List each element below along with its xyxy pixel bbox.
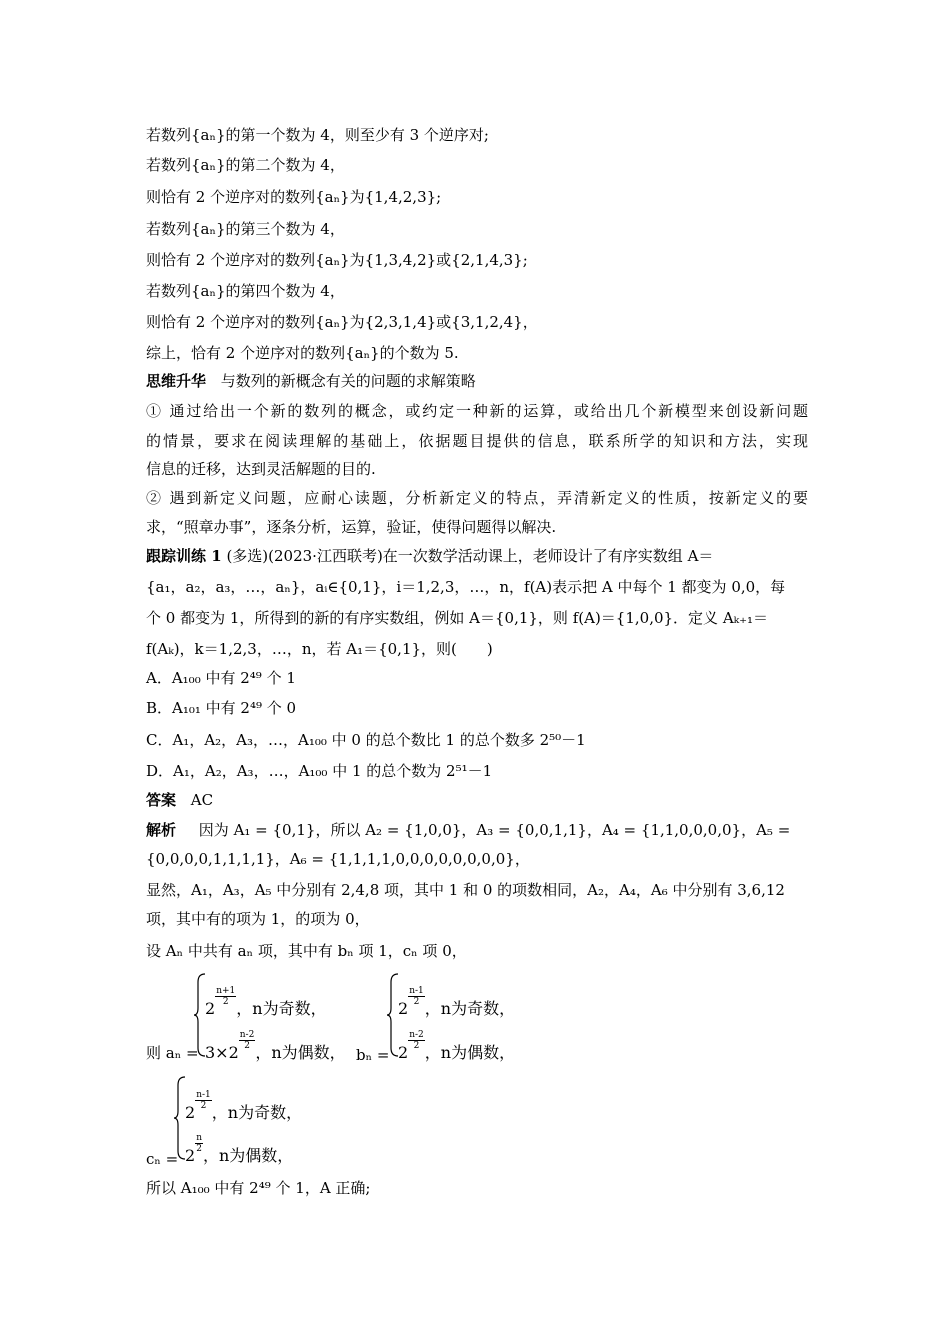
analysis-line: 项，其中有的项为 1，的项为 0， — [146, 910, 370, 928]
formula-condition: ，n为奇数， — [424, 999, 516, 1018]
exponent-fraction — [195, 1090, 212, 1111]
exponent-fraction — [239, 1030, 256, 1051]
formula-b-case2 — [398, 1030, 515, 1063]
formula-a-case2 — [205, 1030, 346, 1063]
formula-condition: ，n为偶数， — [255, 1043, 346, 1062]
text-line: 则恰有 2 个逆序对的数列{aₙ}为{1,3,4,2}或{2,1,4,3}; — [146, 251, 528, 269]
answer-label: 答案 — [146, 791, 177, 809]
analysis-line: 显然，A₁，A₃，A₅ 中分别有 2,4,8 项，其中 1 和 0 的项数相同，A₂，A₄，A₆ 中分别有 3,6,12 — [146, 881, 785, 899]
formula-base: 2 — [185, 1103, 196, 1122]
exponent-numerator: n-1 — [196, 1090, 211, 1100]
text-line: 若数列{aₙ}的第四个数为 4， — [146, 282, 345, 300]
exponent-denominator: 2 — [413, 1041, 420, 1051]
formula-base: 2 — [398, 1043, 409, 1062]
paragraph-line: ② 遇到新定义问题，应耐心读题，分析新定义的特点，弄清新定义的性质，按新定义的要 — [146, 489, 808, 507]
paragraph-line: 求，“照章办事”，逐条分析，运算，验证，使得问题得以解决. — [146, 518, 557, 536]
formula-condition: ，n为偶数， — [424, 1043, 516, 1062]
formula-c-lhs: cₙ = — [146, 1150, 179, 1168]
analysis-text: 因为 A₁ = {0,1}，所以 A₂ = {1,0,0}，A₃ = {0,0,1,1}，A₄ = {1,1,0,0,0,0}，A₅ = — [198, 821, 791, 839]
formula-coefficient: 3×2 — [205, 1043, 239, 1062]
exercise-line — [146, 546, 713, 566]
formula-c-case1 — [185, 1090, 302, 1123]
text-line: 则恰有 2 个逆序对的数列{aₙ}为{1,4,2,3}; — [146, 188, 442, 206]
exponent-numerator: n-1 — [409, 986, 424, 996]
paragraph-line: 信息的迁移，达到灵活解题的目的. — [146, 460, 376, 478]
paragraph-line: ① 通过给出一个新的数列的概念，或约定一种新的运算，或给出几个新模型来创设新问题 — [146, 402, 808, 420]
analysis-line: 所以 A₁₀₀ 中有 2⁴⁹ 个 1，A 正确; — [146, 1179, 371, 1197]
section-label: 思维升华 — [146, 372, 207, 390]
formula-condition: ，n为偶数， — [202, 1146, 294, 1165]
analysis-line: {0,0,0,0,1,1,1,1}，A₆ = {1,1,1,1,0,0,0,0,0,0,0,0}， — [146, 850, 530, 868]
formula-base: 2 — [185, 1146, 196, 1165]
formula-a-case1 — [205, 986, 327, 1019]
option-d: D．A₁，A₂，A₃，…，A₁₀₀ 中 1 的总个数为 2⁵¹－1 — [146, 762, 493, 780]
text-line: 若数列{aₙ}的第一个数为 4，则至少有 3 个逆序对; — [146, 126, 489, 144]
text-line: 则恰有 2 个逆序对的数列{aₙ}为{2,3,1,4}或{3,1,2,4}， — [146, 313, 538, 331]
exponent-denominator: 2 — [244, 1041, 250, 1051]
formula-b-lhs: bₙ = — [356, 1046, 390, 1064]
text-line: 若数列{aₙ}的第三个数为 4， — [146, 220, 345, 238]
answer-line — [146, 790, 213, 810]
exercise-line: 个 0 都变为 1，所得到的新的有序实数组，例如 A＝{0,1}，则 f(A)＝{1,0,0}．定义 Aₖ₊₁＝ — [146, 609, 769, 627]
formula-base: 2 — [205, 999, 216, 1018]
option-b: B．A₁₀₁ 中有 2⁴⁹ 个 0 — [146, 699, 297, 717]
analysis-label: 解析 — [146, 821, 177, 839]
formula-condition: ，n为奇数， — [236, 999, 327, 1018]
exponent-denominator: 2 — [413, 997, 420, 1007]
exponent-fraction — [215, 986, 236, 1007]
analysis-line — [146, 820, 790, 840]
answer-value: AC — [190, 791, 214, 809]
text-line: 若数列{aₙ}的第二个数为 4， — [146, 156, 345, 174]
exponent-numerator: n-2 — [409, 1030, 424, 1040]
exercise-label: 跟踪训练 1 — [146, 547, 222, 565]
formula-condition: ，n为奇数， — [211, 1103, 303, 1122]
formula-b-case1 — [398, 986, 515, 1019]
exponent-numerator: n — [196, 1133, 202, 1143]
exponent-fraction — [408, 986, 425, 1007]
formula-a-lhs: 则 aₙ = — [146, 1044, 199, 1062]
option-a: A．A₁₀₀ 中有 2⁴⁹ 个 1 — [146, 669, 296, 687]
section-heading — [146, 371, 476, 391]
exponent-denominator: 2 — [196, 1144, 202, 1154]
exercise-line: {a₁，a₂，a₃，…，aₙ}，aᵢ∈{0,1}，i＝1,2,3，…，n，f(A)表示把 A 中每个 1 都变为 0,0，每 — [146, 578, 786, 596]
exercise-line: f(Aₖ)，k＝1,2,3，…，n，若 A₁＝{0,1}，则( ) — [146, 640, 493, 658]
exponent-numerator: n-2 — [239, 1030, 255, 1040]
analysis-line: 设 Aₙ 中共有 aₙ 项，其中有 bₙ 项 1，cₙ 项 0， — [146, 942, 467, 960]
exponent-fraction — [408, 1030, 425, 1051]
formula-base: 2 — [398, 999, 409, 1018]
exponent-fraction — [195, 1133, 203, 1154]
exercise-intro: (多选)(2023·江西联考)在一次数学活动课上，老师设计了有序实数组 A＝ — [226, 547, 714, 565]
paragraph-line: 的情景，要求在阅读理解的基础上，依据题目提供的信息，联系所学的知识和方法，实现 — [146, 432, 808, 450]
exponent-numerator: n+1 — [216, 986, 236, 996]
formula-c-case2 — [185, 1133, 293, 1166]
exponent-denominator: 2 — [200, 1101, 207, 1111]
text-line: 综上，恰有 2 个逆序对的数列{aₙ}的个数为 5. — [146, 344, 459, 362]
option-c: C．A₁，A₂，A₃，…，A₁₀₀ 中 0 的总个数比 1 的总个数多 2⁵⁰－1 — [146, 731, 586, 749]
exponent-denominator: 2 — [222, 997, 229, 1007]
section-title: 与数列的新概念有关的问题的求解策略 — [220, 372, 476, 390]
